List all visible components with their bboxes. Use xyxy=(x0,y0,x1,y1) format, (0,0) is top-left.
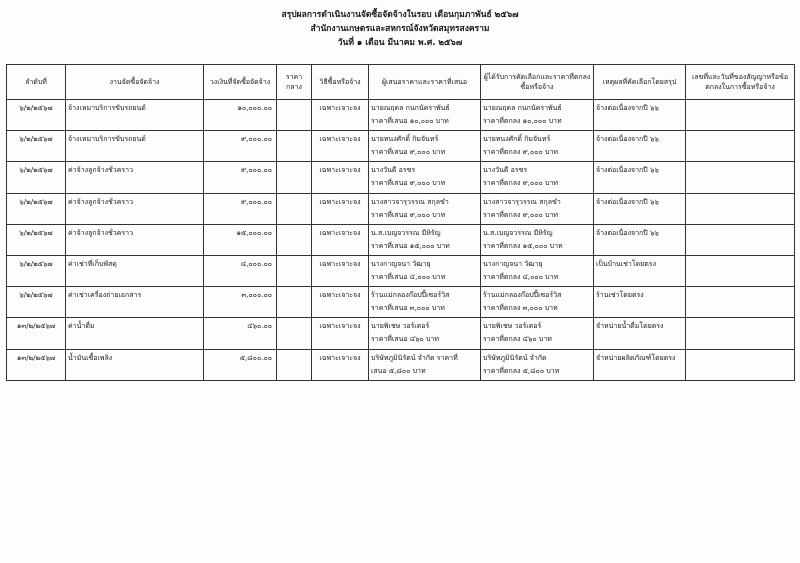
bid-price: ราคาที่เสนอ ๙,๐๐๐ บาท xyxy=(371,148,446,157)
cell-winner xyxy=(481,287,594,318)
cell-winner xyxy=(481,255,594,286)
bidder-name: ร้านแม่กลองก๊อปปี้เซอร์วิส xyxy=(371,291,450,300)
cell-budget: ๑๕,๐๐๐.๐๐ xyxy=(204,224,277,255)
cell-contract xyxy=(686,162,795,193)
cell-median-price xyxy=(277,100,312,131)
cell-date: ๖/๒/๒๕๖๗ xyxy=(7,287,66,318)
col-header-order: ลำดับที่ xyxy=(7,65,66,100)
cell-contract xyxy=(686,224,795,255)
procurement-table xyxy=(6,64,795,381)
cell-item: ค่าจ้างลูกจ้างชั่วคราว xyxy=(66,224,204,255)
cell-bidder xyxy=(369,349,481,380)
table-row xyxy=(7,162,795,193)
col-header-method: วิธีซื้อหรือจ้าง xyxy=(312,65,369,100)
cell-bidder xyxy=(369,318,481,349)
cell-median-price xyxy=(277,224,312,255)
table-row xyxy=(7,287,795,318)
bid-price: ราคาที่เสนอ ๙,๐๐๐ บาท xyxy=(371,179,446,188)
cell-reason: จำหน่ายผลิตภัณฑ์โดยตรง xyxy=(594,349,686,380)
cell-reason: จ้างต่อเนื่องจากปี ๖๖ xyxy=(594,131,686,162)
cell-item: น้ำมันเชื้อเพลิง xyxy=(66,349,204,380)
col-header-contract: เลขที่และวันที่ของสัญญาหรือข้อตกลงในการซื้อหรือจ้าง xyxy=(686,65,795,100)
cell-item: ค่าเช่าที่เก็บพัสดุ xyxy=(66,255,204,286)
col-header-reason: เหตุผลที่คัดเลือกโดยสรุป xyxy=(594,65,686,100)
cell-budget: ๕,๘๐๐.๐๐ xyxy=(204,349,277,380)
cell-contract xyxy=(686,349,795,380)
winner-name: นายณฤดล กนกนัคราพันธ์ xyxy=(483,104,562,113)
cell-item: ค่าน้ำดื่ม xyxy=(66,318,204,349)
cell-bidder xyxy=(369,131,481,162)
cell-item: จ้างเหมาบริการขับรถยนต์ xyxy=(66,131,204,162)
bid-price: ราคาที่เสนอ ๙,๐๐๐ บาท xyxy=(371,210,446,219)
win-price: ราคาที่ตกลง ๑๐,๐๐๐ บาท xyxy=(483,117,562,126)
agency-name: สำนักงานเกษตรและสหกรณ์จังหวัดสมุทรสงคราม xyxy=(310,24,490,34)
cell-reason: ร้านเช่าโดยตรง xyxy=(594,287,686,318)
cell-method: เฉพาะเจาะจง xyxy=(312,349,369,380)
win-price: ราคาที่ตกลง ๙,๐๐๐ บาท xyxy=(483,179,559,188)
cell-date: ๑๓/๒/๒๕๖๗ xyxy=(7,318,66,349)
bid-price: เสนอ ๕,๘๐๐ บาท xyxy=(371,366,426,375)
cell-date: ๑๓/๒/๒๕๖๗ xyxy=(7,349,66,380)
bidder-name: นางวันดี อรชร xyxy=(371,166,416,175)
table-row xyxy=(7,255,795,286)
cell-winner xyxy=(481,318,594,349)
cell-winner xyxy=(481,131,594,162)
cell-budget: ๔๖๐.๐๐ xyxy=(204,318,277,349)
cell-winner xyxy=(481,193,594,224)
cell-reason: เป็นบ้านเช่าโดยตรง xyxy=(594,255,686,286)
cell-budget: ๙,๐๐๐.๐๐ xyxy=(204,131,277,162)
cell-median-price xyxy=(277,349,312,380)
col-header-bidder: ผู้เสนอราคาและราคาที่เสนอ xyxy=(369,65,481,100)
table-row xyxy=(7,100,795,131)
cell-median-price xyxy=(277,162,312,193)
cell-date: ๖/๒/๒๕๖๗ xyxy=(7,131,66,162)
cell-contract xyxy=(686,193,795,224)
table-row xyxy=(7,193,795,224)
bidder-name: นายพิเชษ วอร์เตอร์ xyxy=(371,322,430,331)
bidder-name: บริษัทภูมินิรัตน์ จำกัด ราคาที่ xyxy=(371,353,458,362)
cell-date: ๖/๒/๒๕๖๗ xyxy=(7,162,66,193)
table-row xyxy=(7,318,795,349)
cell-contract xyxy=(686,255,795,286)
winner-name: นางกาญจนา วัฒายุ xyxy=(483,260,543,269)
cell-winner xyxy=(481,349,594,380)
cell-budget: ๓,๐๐๐.๐๐ xyxy=(204,287,277,318)
winner-name: นายทนงศักดิ์ กิมจันทร์ xyxy=(483,135,551,144)
winner-name: นางวันดี อรชร xyxy=(483,166,528,175)
cell-budget: ๙,๐๐๐.๐๐ xyxy=(204,162,277,193)
bidder-name: นายทนงศักดิ์ กิมจันทร์ xyxy=(371,135,439,144)
report-title: สรุปผลการดำเนินงานจัดซื้อจัดจ้างในรอบ เดือนกุมภาพันธ์ ๒๕๖๗ xyxy=(281,10,519,20)
bid-price: ราคาที่เสนอ ๓,๐๐๐ บาท xyxy=(371,304,445,313)
cell-reason: จ้างต่อเนื่องจากปี ๖๖ xyxy=(594,224,686,255)
cell-method: เฉพาะเจาะจง xyxy=(312,131,369,162)
cell-method: เฉพาะเจาะจง xyxy=(312,162,369,193)
cell-budget: ๔,๐๐๐.๐๐ xyxy=(204,255,277,286)
table-row xyxy=(7,131,795,162)
col-header-item: งานจัดซื้อจัดจ้าง xyxy=(66,65,204,100)
cell-date: ๖/๒/๒๕๖๗ xyxy=(7,100,66,131)
cell-reason: จำหน่ายน้ำดื่มโดยตรง xyxy=(594,318,686,349)
cell-method: เฉพาะเจาะจง xyxy=(312,287,369,318)
cell-bidder xyxy=(369,224,481,255)
cell-winner xyxy=(481,100,594,131)
cell-method: เฉพาะเจาะจง xyxy=(312,224,369,255)
col-header-median-price: ราคากลาง xyxy=(277,65,312,100)
cell-contract xyxy=(686,131,795,162)
table-row xyxy=(7,224,795,255)
bid-price: ราคาที่เสนอ ๑๐,๐๐๐ บาท xyxy=(371,117,449,126)
cell-method: เฉพาะเจาะจง xyxy=(312,318,369,349)
cell-item: ค่าเช่าเครื่องถ่ายเอกสาร xyxy=(66,287,204,318)
cell-budget: ๑๐,๐๐๐.๐๐ xyxy=(204,100,277,131)
cell-date: ๖/๒/๒๕๖๗ xyxy=(7,224,66,255)
cell-contract xyxy=(686,100,795,131)
bidder-name: น.ส.เบญจวรรณ มีหิรัญ xyxy=(371,228,441,237)
cell-contract xyxy=(686,287,795,318)
bidder-name: นายณฤดล กนกนัคราพันธ์ xyxy=(371,104,450,113)
cell-date: ๖/๒/๒๕๖๗ xyxy=(7,193,66,224)
cell-item: ค่าจ้างลูกจ้างชั่วคราว xyxy=(66,193,204,224)
bidder-name: นางสาวจารุวรรณ สกุลขำ xyxy=(371,197,449,206)
table-row xyxy=(7,349,795,380)
cell-median-price xyxy=(277,131,312,162)
cell-median-price xyxy=(277,318,312,349)
cell-bidder xyxy=(369,255,481,286)
winner-name: นายพิเชษ วอร์เตอร์ xyxy=(483,322,542,331)
cell-reason: จ้างต่อเนื่องจากปี ๖๖ xyxy=(594,193,686,224)
col-header-winner: ผู้ได้รับการคัดเลือกและราคาที่ตกลงซื้อหรือจ้าง xyxy=(481,65,594,100)
cell-median-price xyxy=(277,255,312,286)
cell-winner xyxy=(481,224,594,255)
cell-method: เฉพาะเจาะจง xyxy=(312,255,369,286)
bidder-name: นางกาญจนา วัฒายุ xyxy=(371,260,431,269)
cell-median-price xyxy=(277,193,312,224)
win-price: ราคาที่ตกลง ๙,๐๐๐ บาท xyxy=(483,210,559,219)
cell-winner xyxy=(481,162,594,193)
winner-name: บริษัทภูมินิรัตน์ จำกัด xyxy=(483,353,547,362)
win-price: ราคาที่ตกลง ๙,๐๐๐ บาท xyxy=(483,148,559,157)
cell-budget: ๙,๐๐๐.๐๐ xyxy=(204,193,277,224)
winner-name: นางสาวจารุวรรณ สกุลขำ xyxy=(483,197,561,206)
cell-median-price xyxy=(277,287,312,318)
bid-price: ราคาที่เสนอ ๔๖๐ บาท xyxy=(371,335,440,344)
cell-reason: จ้างต่อเนื่องจากปี ๖๖ xyxy=(594,100,686,131)
cell-bidder xyxy=(369,193,481,224)
winner-name: ร้านแม่กลองก๊อปปี้เซอร์วิส xyxy=(483,291,562,300)
cell-bidder xyxy=(369,162,481,193)
cell-contract xyxy=(686,318,795,349)
cell-item: จ้างเหมาบริการขับรถยนต์ xyxy=(66,100,204,131)
win-price: ราคาที่ตกลง ๓,๐๐๐ บาท xyxy=(483,304,558,313)
win-price: ราคาที่ตกลง ๔,๐๐๐ บาท xyxy=(483,273,559,282)
win-price: ราคาที่ตกลง ๔๖๐ บาท xyxy=(483,335,552,344)
report-date: วันที่ ๑ เดือน มีนาคม พ.ศ. ๒๕๖๗ xyxy=(337,38,463,48)
cell-method: เฉพาะเจาะจง xyxy=(312,100,369,131)
col-header-budget: วงเงินที่จัดซื้อจัดจ้าง xyxy=(204,65,277,100)
document-header xyxy=(0,8,800,50)
cell-reason: จ้างต่อเนื่องจากปี ๖๖ xyxy=(594,162,686,193)
cell-bidder xyxy=(369,287,481,318)
winner-name: น.ส.เบญจวรรณ มีหิรัญ xyxy=(483,228,553,237)
cell-bidder xyxy=(369,100,481,131)
cell-item: ค่าจ้างลูกจ้างชั่วคราว xyxy=(66,162,204,193)
win-price: ราคาที่ตกลง ๕,๘๐๐ บาท xyxy=(483,366,560,375)
cell-method: เฉพาะเจาะจง xyxy=(312,193,369,224)
bid-price: ราคาที่เสนอ ๑๕,๐๐๐ บาท xyxy=(371,241,450,250)
cell-date: ๖/๒/๒๕๖๗ xyxy=(7,255,66,286)
bid-price: ราคาที่เสนอ ๔,๐๐๐ บาท xyxy=(371,273,446,282)
table-header-row xyxy=(7,65,795,100)
win-price: ราคาที่ตกลง ๑๕,๐๐๐ บาท xyxy=(483,241,563,250)
